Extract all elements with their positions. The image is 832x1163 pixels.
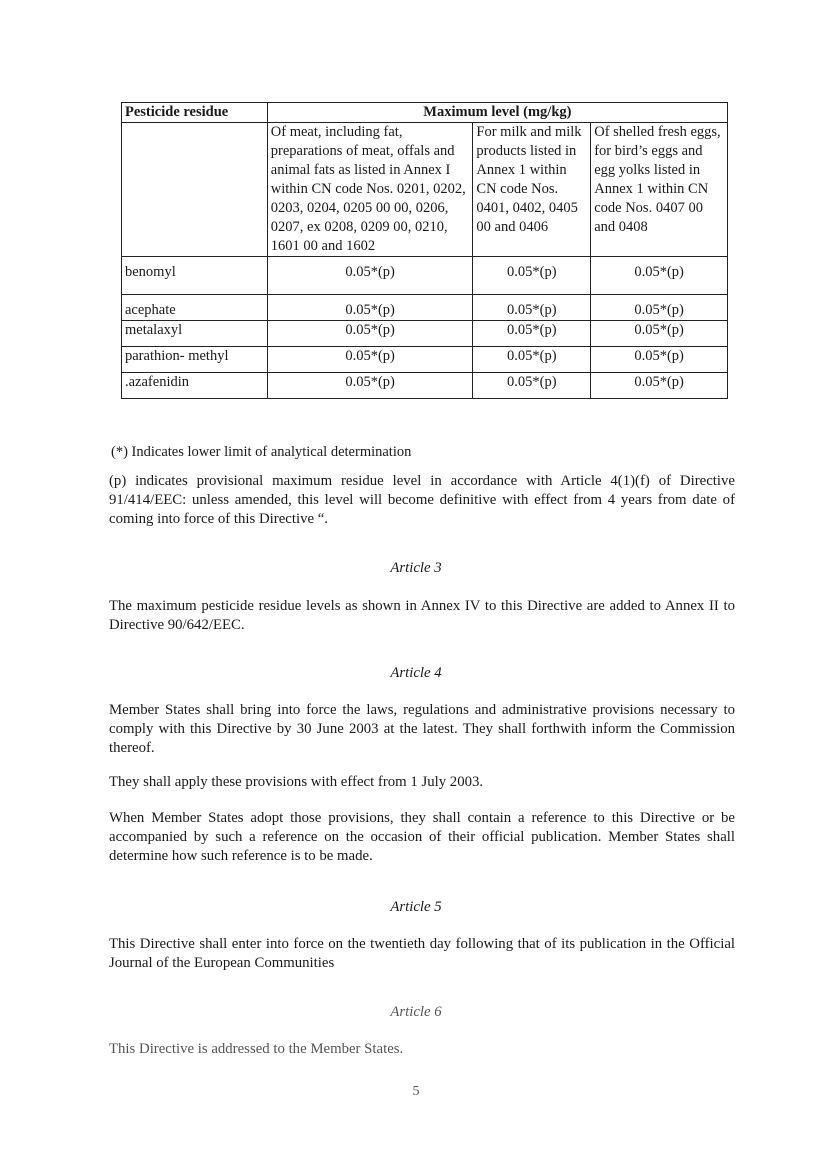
value-milk: 0.05*(p) <box>473 321 591 347</box>
empty-cell <box>122 123 268 257</box>
value-meat: 0.05*(p) <box>267 295 473 321</box>
table-header-row <box>122 103 728 123</box>
article-5-text: This Directive shall enter into force on the twentieth day following that of its publication in the Official Journal of the European Communities <box>109 936 735 971</box>
value-milk: 0.05*(p) <box>473 373 591 399</box>
residue-name: metalaxyl <box>122 321 268 347</box>
article-4-paragraph-3: When Member States adopt those provisions, they shall contain a reference to this Directive or be accompanied by such a reference on the occasion of their official publication. Member States shall determine how such reference is to be made. <box>109 810 735 864</box>
value-eggs: 0.05*(p) <box>591 321 728 347</box>
residue-name: .azafenidin <box>122 373 268 399</box>
residue-name: acephate <box>122 295 268 321</box>
article-6-heading: Article 6 <box>390 1004 442 1020</box>
table-row <box>122 321 728 347</box>
provisional-note: (p) indicates provisional maximum residue level in accordance with Article 4(1)(f) of Directive 91/414/EEC: unless amended, this level will become definitive with effect from 4 years from date of coming into force of this Directive “. <box>109 473 735 527</box>
article-3-heading: Article 3 <box>390 560 442 576</box>
column-header-eggs: Of shelled fresh eggs, for bird’s eggs and egg yolks listed in Annex 1 within CN code Nos. 0407 00 and 0408 <box>591 123 728 257</box>
value-milk: 0.05*(p) <box>473 295 591 321</box>
table-footnote: (*) Indicates lower limit of analytical determination <box>111 444 412 460</box>
value-eggs: 0.05*(p) <box>591 257 728 295</box>
value-meat: 0.05*(p) <box>267 347 473 373</box>
value-eggs: 0.05*(p) <box>591 295 728 321</box>
table-row <box>122 347 728 373</box>
article-4-paragraph-2: They shall apply these provisions with effect from 1 July 2003. <box>109 774 484 790</box>
article-5-heading: Article 5 <box>390 899 442 915</box>
residue-name: parathion- methyl <box>122 347 268 373</box>
article-4-heading: Article 4 <box>390 665 442 681</box>
value-eggs: 0.05*(p) <box>591 347 728 373</box>
value-milk: 0.05*(p) <box>473 347 591 373</box>
header-maximum-level: Maximum level (mg/kg) <box>267 103 727 123</box>
value-meat: 0.05*(p) <box>267 321 473 347</box>
column-header-milk: For milk and milk products listed in Annex 1 within CN code Nos. 0401, 0402, 0405 00 and 0406 <box>473 123 591 257</box>
residue-name: benomyl <box>122 257 268 295</box>
header-pesticide-residue: Pesticide residue <box>122 103 268 123</box>
value-meat: 0.05*(p) <box>267 373 473 399</box>
article-6-text: This Directive is addressed to the Member States. <box>109 1041 404 1057</box>
table-row <box>122 257 728 295</box>
column-header-meat: Of meat, including fat, preparations of meat, offals and animal fats as listed in Annex I within CN code Nos. 0201, 0202, 0203, 0204, 0205 00 00, 0206, 0207, ex 0208, 0209 00, 0210, 1601 00 and 1602 <box>267 123 473 257</box>
table-subheader-row <box>122 123 728 257</box>
table-row <box>122 373 728 399</box>
value-milk: 0.05*(p) <box>473 257 591 295</box>
value-meat: 0.05*(p) <box>267 257 473 295</box>
table-row <box>122 295 728 321</box>
article-4-paragraph-1: Member States shall bring into force the laws, regulations and administrative provisions necessary to comply with this Directive by 30 June 2003 at the latest. They shall forthwith inform the Commission thereof. <box>109 702 735 756</box>
value-eggs: 0.05*(p) <box>591 373 728 399</box>
pesticide-residue-table <box>121 102 728 399</box>
article-3-text: The maximum pesticide residue levels as shown in Annex IV to this Directive are added to Annex II to Directive 90/642/EEC. <box>109 598 735 633</box>
page-number: 5 <box>412 1084 420 1099</box>
